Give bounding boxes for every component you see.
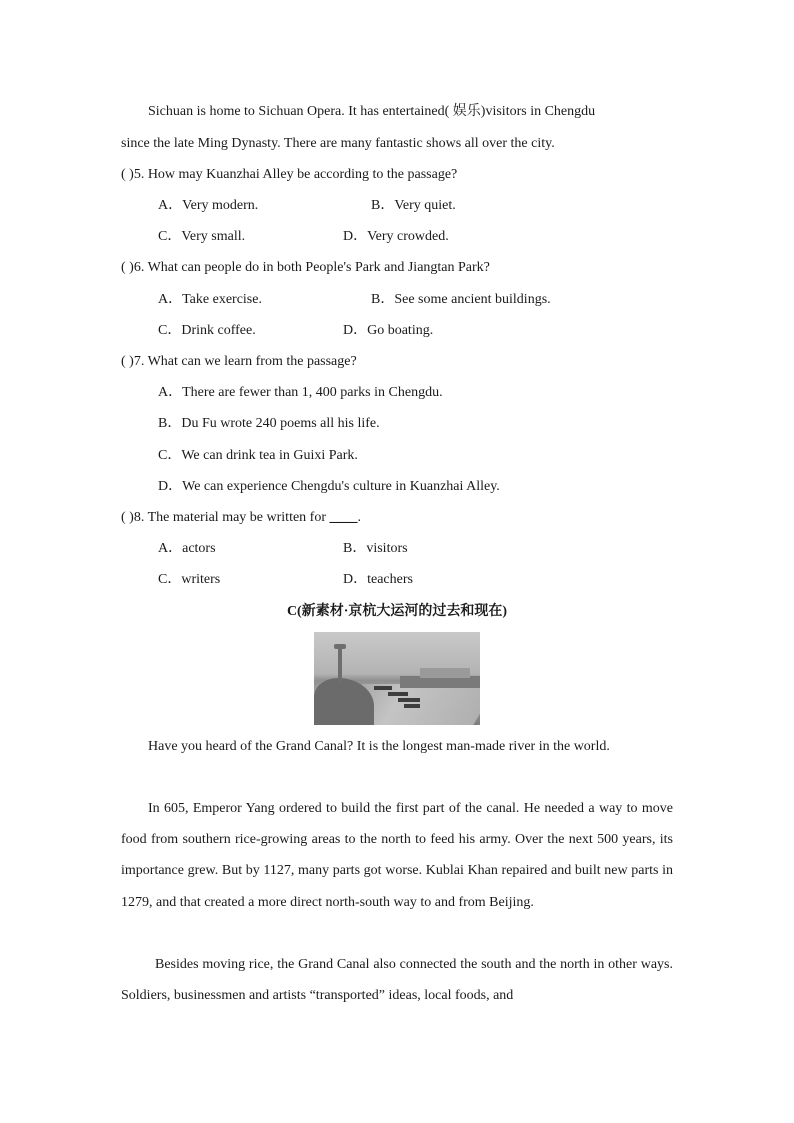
tower-top — [334, 644, 346, 649]
question-7-option-c[interactable]: C．We can drink tea in Guixi Park. — [158, 448, 358, 463]
question-6-option-c[interactable]: C．Drink coffee. — [158, 323, 256, 338]
question-7-option-a[interactable]: A．There are fewer than 1, 400 parks in Chengdu. — [158, 385, 443, 400]
question-5-option-c[interactable]: C．Very small. — [158, 229, 246, 244]
question-8-blank: ____ — [329, 510, 358, 525]
question-5-option-d[interactable]: D．Very crowded. — [343, 229, 449, 244]
question-8-option-d[interactable]: D．teachers — [343, 572, 413, 587]
boat — [404, 704, 420, 708]
passage-paragraph-1 — [121, 731, 673, 762]
buildings — [420, 668, 470, 678]
question-7-stem: ( )7. What can we learn from the passage? — [121, 354, 357, 369]
section-c-heading: C(新素材·京杭大运河的过去和现在) — [286, 604, 508, 619]
passage-paragraph-3 — [121, 949, 673, 1011]
passage-paragraph-2 — [121, 793, 673, 918]
intro-line-2: since the late Ming Dynasty. There are many fantastic shows all over the city. — [121, 136, 555, 151]
grand-canal-photo — [314, 632, 480, 725]
question-8-stem-end: . — [357, 510, 361, 525]
question-5-option-a[interactable]: A．Very modern. — [158, 198, 259, 213]
passage-paragraph-2-text: In 605, Emperor Yang ordered to build the first part of the canal. He needed a way to move food from southern rice-growing areas to the north to feed his army. Over the next 500 years, its importance grew. But by 1127, many parts got worse. Kublai Khan repaired and built new parts in 1279, and that created a more direct north-south way to and from Beijing. — [121, 801, 673, 910]
question-8-option-b[interactable]: B．visitors — [343, 541, 408, 556]
question-8-option-a[interactable]: A．actors — [158, 541, 216, 556]
question-6-option-a[interactable]: A．Take exercise. — [158, 292, 262, 307]
passage-paragraph-3-text: Besides moving rice, the Grand Canal also connected the south and the north in other ways. Soldiers, businessmen and artists “transported” ideas, local foods, and — [121, 957, 673, 1004]
question-6-option-d[interactable]: D．Go boating. — [343, 323, 434, 338]
boat — [374, 686, 392, 690]
question-6-stem: ( )6. What can people do in both People's Park and Jiangtan Park? — [121, 260, 490, 275]
tower — [338, 646, 342, 682]
question-8-option-c[interactable]: C．writers — [158, 572, 221, 587]
question-8-stem — [121, 508, 361, 528]
boat — [388, 692, 408, 696]
question-6-option-b[interactable]: B．See some ancient buildings. — [371, 292, 551, 307]
question-7-option-b[interactable]: B．Du Fu wrote 240 poems all his life. — [158, 416, 380, 431]
question-5-option-b[interactable]: B．Very quiet. — [371, 198, 456, 213]
intro-line-1: Sichuan is home to Sichuan Opera. It has entertained( 娱乐)visitors in Chengdu — [148, 104, 596, 119]
boat — [398, 698, 420, 702]
passage-paragraph-1-text: Have you heard of the Grand Canal? It is the longest man-made river in the world. — [148, 739, 610, 754]
question-5-stem: ( )5. How may Kuanzhai Alley be according to the passage? — [121, 167, 458, 182]
question-8-stem-text: ( )8. The material may be written for — [121, 510, 330, 525]
question-7-option-d[interactable]: D．We can experience Chengdu's culture in Kuanzhai Alley. — [158, 479, 500, 494]
